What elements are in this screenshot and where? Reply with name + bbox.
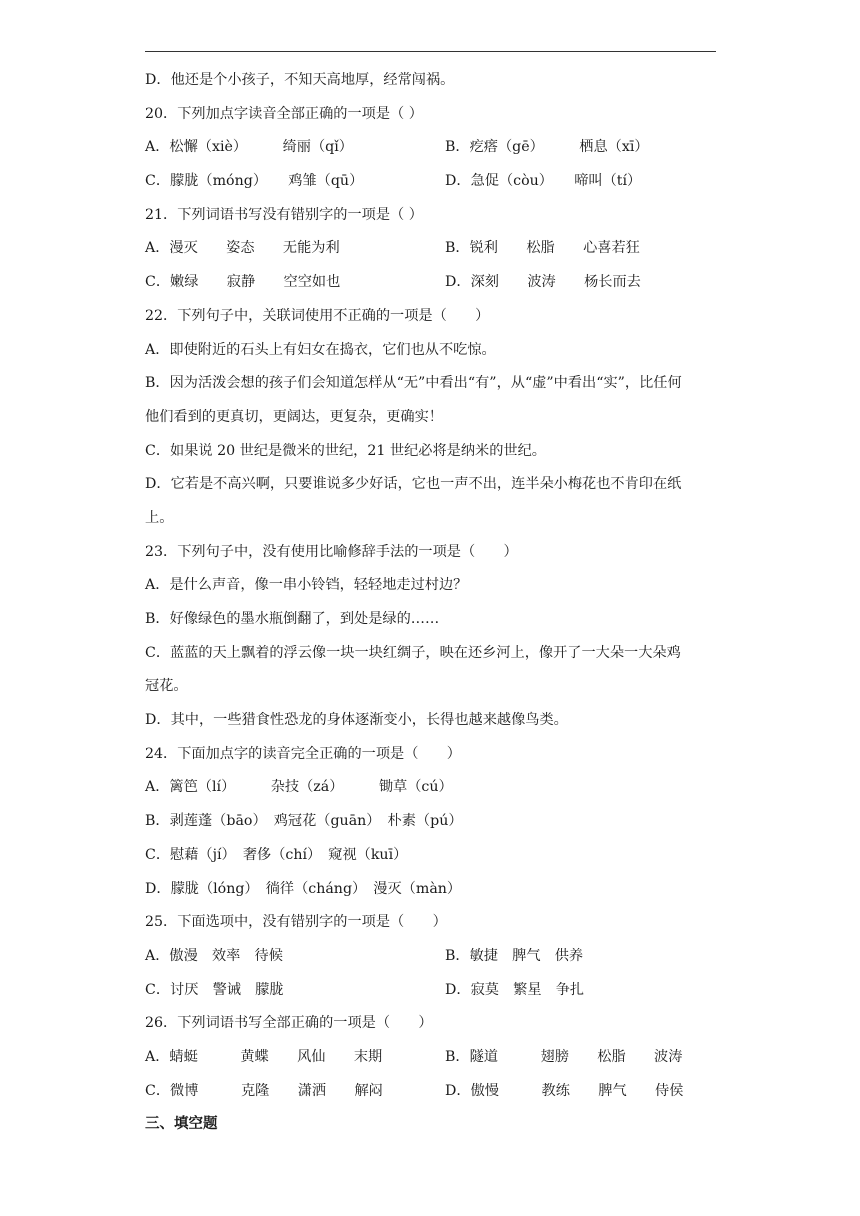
question-text: 20．下列加点字读音全部正确的一项是（ ） <box>145 105 423 122</box>
option-c: C．蓝蓝的天上飘着的浮云像一块一块红绸子，映在还乡河上，像开了一大朵一大朵鸡 <box>145 644 681 661</box>
option-line <box>145 67 725 101</box>
question-text: 26．下列词语书写全部正确的一项是（ ） <box>145 1015 433 1032</box>
option-row <box>145 977 725 1011</box>
option-row <box>145 134 725 168</box>
option-a: A．即使附近的石头上有妇女在捣衣，它们也从不吃惊。 <box>145 341 496 358</box>
option-a: A．是什么声音，像一串小铃铛，轻轻地走过村边？ <box>145 577 468 594</box>
question-24 <box>145 741 725 775</box>
option-a: A．篱笆（lí） 杂技（zá） 锄草（cú） <box>145 779 453 796</box>
option-d: D．寂莫 繁星 争扎 <box>445 981 585 998</box>
option-c: C．讨厌 警诫 朦胧 <box>145 981 284 998</box>
option-b-cont: 他们看到的更真切，更阔达，更复杂，更确实！ <box>145 408 443 425</box>
option-b: B．隧道 翅膀 松脂 波涛 <box>445 1048 683 1065</box>
option-b: B．锐利 松脂 心喜若狂 <box>445 240 640 257</box>
option-b: B．因为活泼会想的孩子们会知道怎样从“无”中看出“有”，从“虚”中看出“实”，比任何 <box>145 375 682 392</box>
option-line-cont <box>145 505 725 539</box>
question-text: 22．下列句子中，关联词使用不正确的一项是（ ） <box>145 307 490 324</box>
question-22 <box>145 303 725 337</box>
option-line <box>145 640 725 674</box>
question-text: 21．下列词语书写没有错别字的一项是（ ） <box>145 206 423 223</box>
option-line <box>145 808 725 842</box>
option-c: C．微博 克隆 潇洒 解闷 <box>145 1082 383 1099</box>
question-text: 24．下面加点字的读音完全正确的一项是（ ） <box>145 745 461 762</box>
option-line-cont <box>145 673 725 707</box>
option-line <box>145 572 725 606</box>
option-row <box>145 1078 725 1112</box>
option-line <box>145 337 725 371</box>
option-b: B．敏捷 脾气 供养 <box>445 947 584 964</box>
question-25 <box>145 909 725 943</box>
option-c-cont: 冠花。 <box>145 678 188 695</box>
option-c: C．如果说 20 世纪是微米的世纪，21 世纪必将是纳米的世纪。 <box>145 442 546 459</box>
option-c: C．嫩绿 寂静 空空如也 <box>145 274 341 291</box>
option-a: A．漫灭 姿态 无能为利 <box>145 240 340 257</box>
option-line <box>145 438 725 472</box>
option-d: D．朦胧（lóng） 徜徉（cháng） 漫灭（màn） <box>145 880 462 897</box>
option-b: B．好像绿色的墨水瓶倒翻了，到处是绿的…… <box>145 611 440 627</box>
question-21 <box>145 202 725 236</box>
option-row <box>145 269 725 303</box>
option-a: A．松懈（xiè） 绮丽（qǐ） <box>145 139 353 156</box>
question-23 <box>145 539 725 573</box>
option-row <box>145 235 725 269</box>
question-20 <box>145 101 725 135</box>
question-text: 25．下面选项中，没有错别字的一项是（ ） <box>145 914 447 931</box>
option-line <box>145 774 725 808</box>
option-d: D．其中，一些猎食性恐龙的身体逐渐变小，长得也越来越像鸟类。 <box>145 712 568 729</box>
option-c: C．慰藉（jí） 奢侈（chí） 窥视（kuī） <box>145 846 408 863</box>
section-heading <box>145 1111 725 1145</box>
option-line <box>145 842 725 876</box>
option-line <box>145 606 725 640</box>
option-row <box>145 943 725 977</box>
option-d-cont: 上。 <box>145 509 174 526</box>
option-d: D．深刻 波涛 杨长而去 <box>445 274 641 291</box>
option-a: A．傲漫 效率 待候 <box>145 947 283 964</box>
option-row <box>145 168 725 202</box>
option-b: B．剥莲蓬（bāo） 鸡冠花（guān） 朴素（pú） <box>145 813 463 830</box>
option-row <box>145 1044 725 1078</box>
option-b: B．疙瘩（gē） 栖息（xī） <box>445 139 649 156</box>
option-d: D．它若是不高兴啊，只要谁说多少好话，它也一声不出，连半朵小梅花也不肯印在纸 <box>145 476 682 493</box>
option-a: A．蜻蜓 黄蝶 风仙 末期 <box>145 1048 383 1065</box>
option-line <box>145 370 725 404</box>
option-line <box>145 471 725 505</box>
section-title: 三、填空题 <box>145 1116 218 1133</box>
option-c: C．朦胧（móng） 鸡雏（qū） <box>145 173 364 190</box>
option-line <box>145 876 725 910</box>
option-line <box>145 707 725 741</box>
option-d: D．急促（còu） 啼叫（tí） <box>445 173 642 190</box>
question-26 <box>145 1010 725 1044</box>
question-text: 23．下列句子中，没有使用比喻修辞手法的一项是（ ） <box>145 543 518 560</box>
header-rule <box>145 51 716 52</box>
exam-page <box>145 67 725 1145</box>
option-d: D．傲慢 教练 脾气 侍侯 <box>445 1082 684 1099</box>
line-text: D．他还是个小孩子，不知天高地厚，经常闯祸。 <box>145 72 455 88</box>
option-line-cont <box>145 404 725 438</box>
